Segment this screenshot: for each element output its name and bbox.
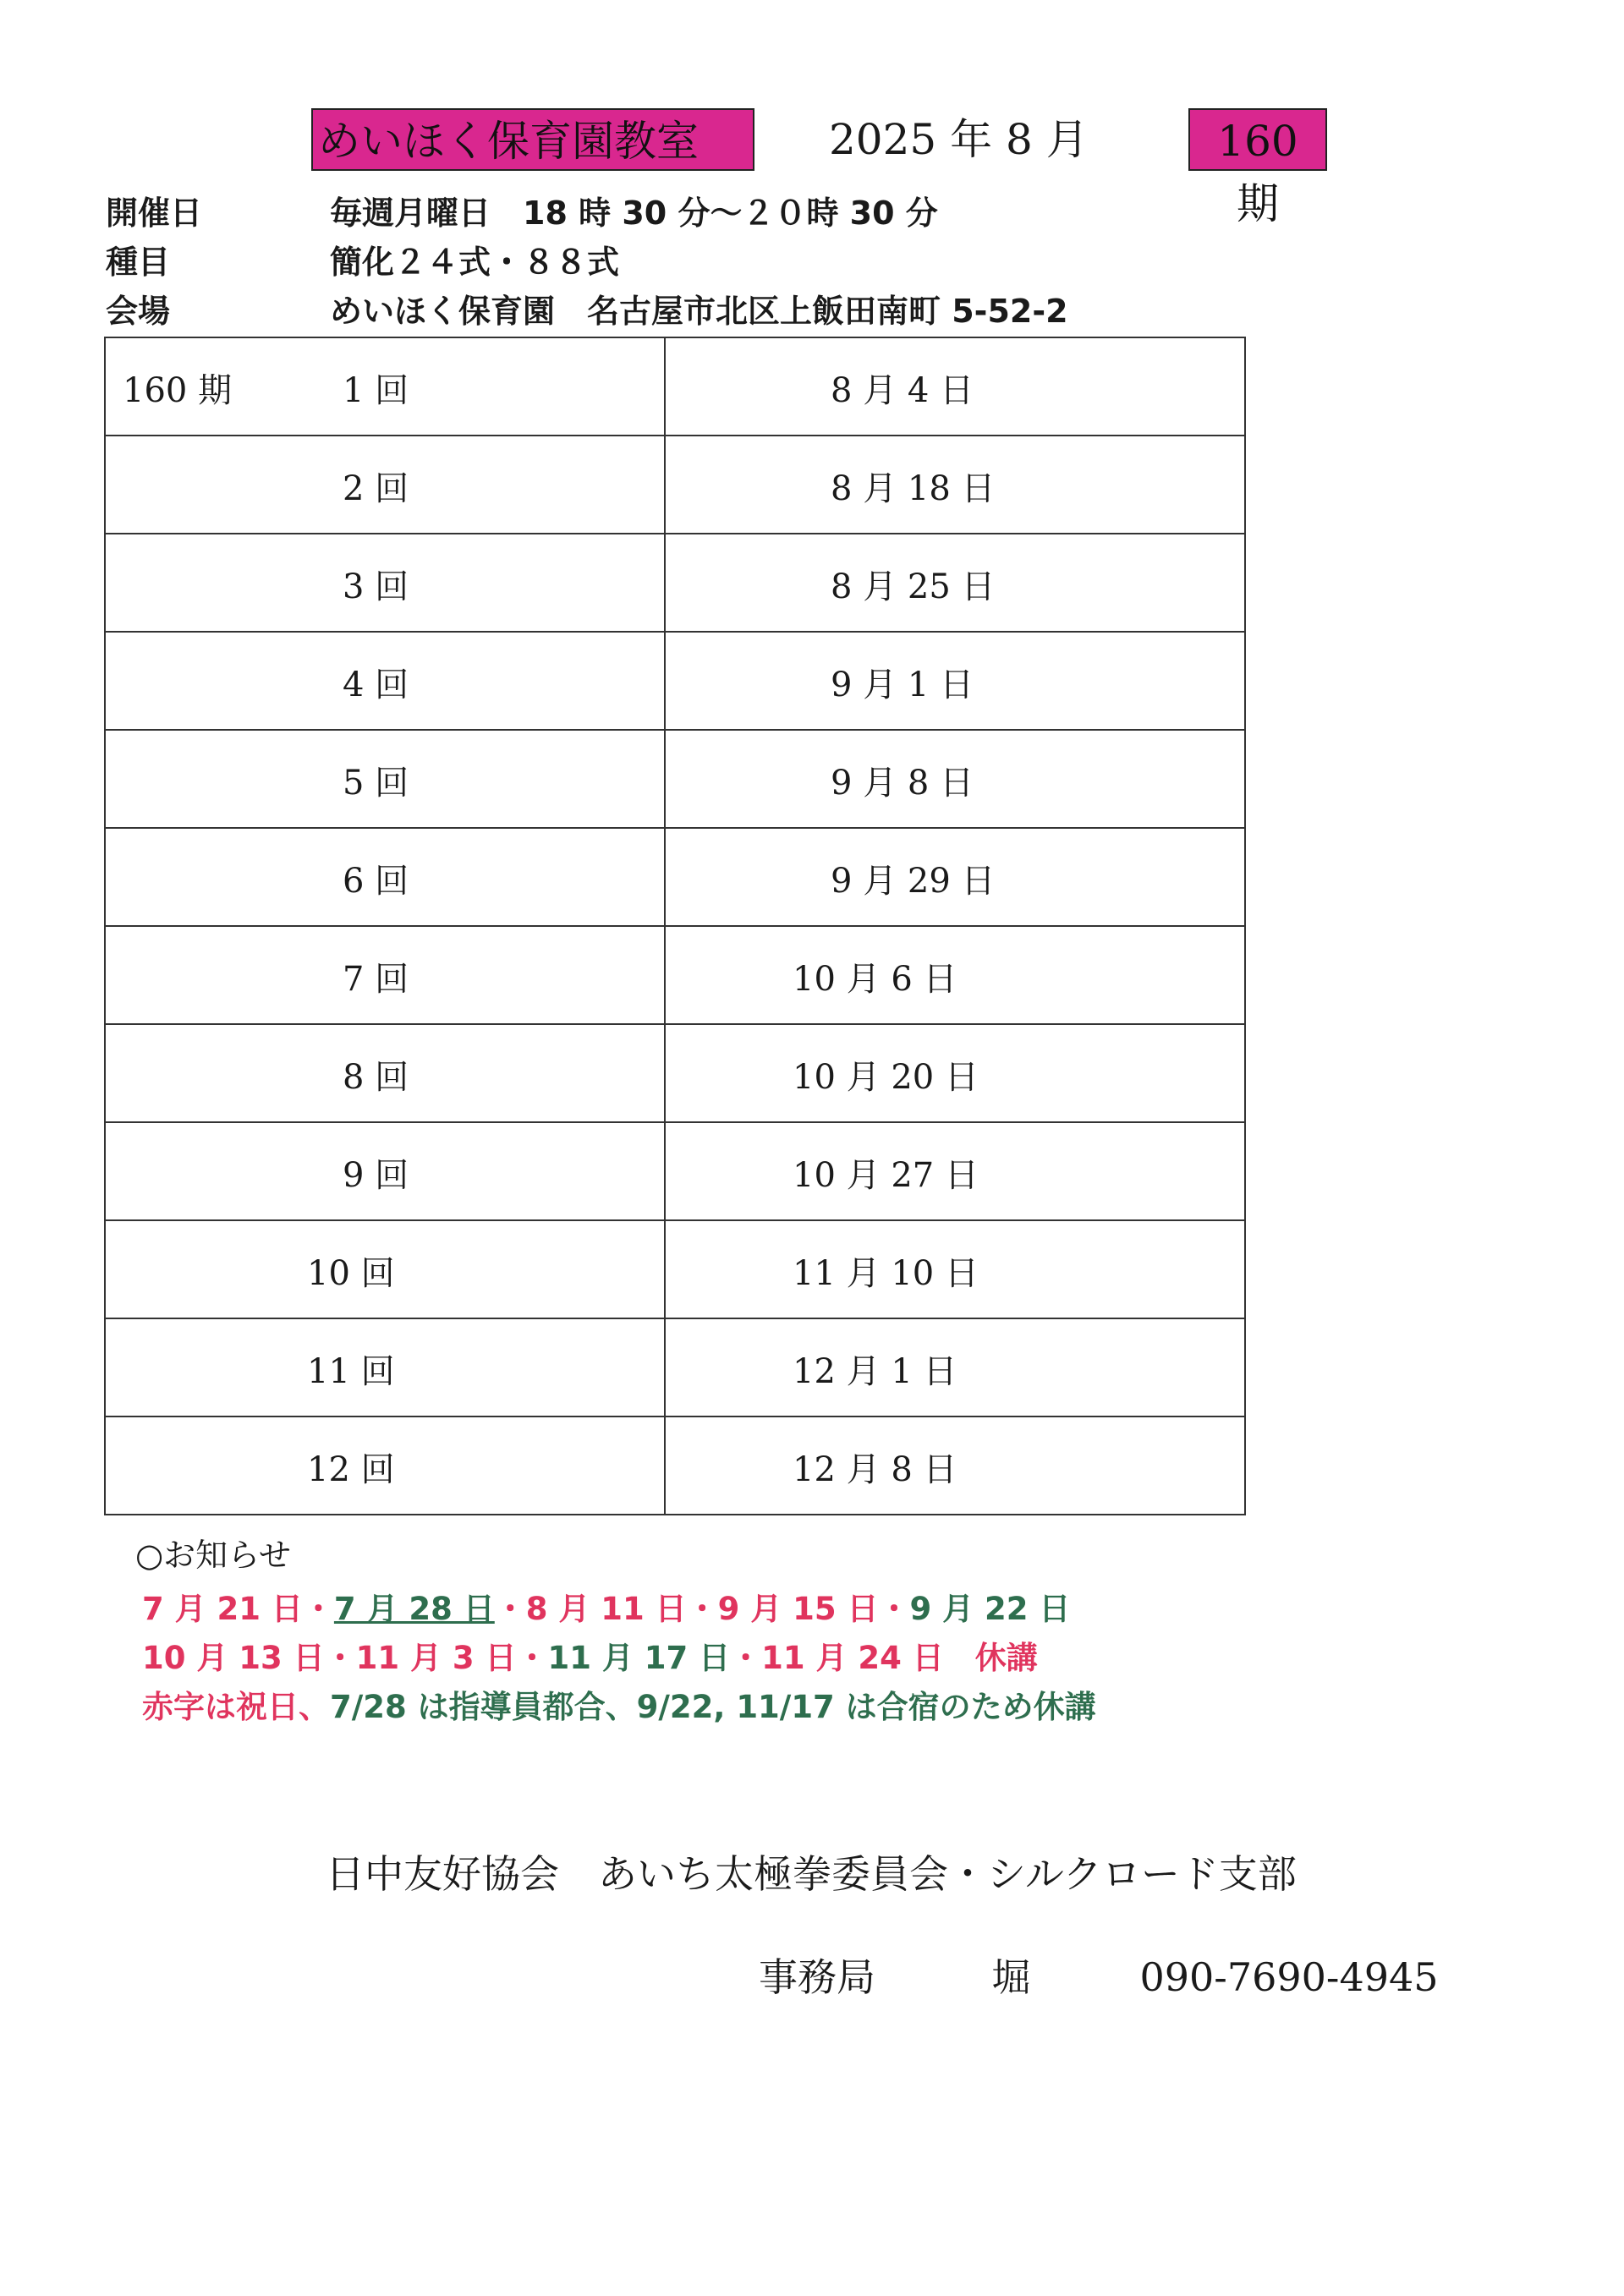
- date-cell: [665, 534, 1245, 632]
- date-cell: [665, 1318, 1245, 1417]
- count-cell: [105, 1318, 665, 1417]
- table-row: [105, 436, 1245, 534]
- day-value: 毎週月曜日 18 時 30 分～２０時 30 分: [330, 195, 938, 232]
- count-cell: [105, 730, 665, 828]
- venue-value: めいほく保育園 名古屋市北区上飯田南町 5-52-2: [330, 293, 1068, 330]
- session-count: 5 回: [343, 764, 409, 803]
- session-count: 1 回: [343, 371, 409, 410]
- session-count: 12 回: [307, 1450, 395, 1489]
- session-count: 6 回: [343, 862, 409, 901]
- count-cell: [105, 1220, 665, 1318]
- date-cell: [665, 1220, 1245, 1318]
- table-row: [105, 730, 1245, 828]
- session-count: 9 回: [343, 1156, 409, 1195]
- session-date: 9 月 8 日: [831, 764, 974, 803]
- date-cell: [665, 1417, 1245, 1515]
- count-cell: [105, 1024, 665, 1122]
- schedule-table: [104, 337, 1246, 1515]
- notice-segment: 11 月 17 日: [547, 1640, 731, 1676]
- table-row: [105, 926, 1245, 1024]
- date-cell: [665, 1024, 1245, 1122]
- notice-line-3: [142, 1681, 1096, 1727]
- notice-line-1: [142, 1583, 1070, 1629]
- notice-segment: ・8 月 11 日・9 月 15 日・: [494, 1591, 910, 1627]
- table-row: [105, 1318, 1245, 1417]
- session-date: 8 月 18 日: [831, 469, 996, 508]
- notice-segment: 7/28 は指導員都合、9/22, 11/17 は合宿のため休講: [330, 1689, 1096, 1725]
- session-date: 10 月 6 日: [793, 960, 957, 999]
- type-value: 簡化２４式・８８式: [330, 244, 620, 281]
- date-cell: [665, 632, 1245, 730]
- table-row: [105, 632, 1245, 730]
- session-count: 7 回: [343, 960, 409, 999]
- count-cell: [105, 337, 665, 436]
- session-date: 10 月 20 日: [793, 1058, 979, 1097]
- count-cell: [105, 1417, 665, 1515]
- count-cell: [105, 828, 665, 926]
- session-date: 11 月 10 日: [793, 1254, 979, 1293]
- date-cell: [665, 730, 1245, 828]
- session-count: 4 回: [343, 666, 409, 704]
- table-row: [105, 1220, 1245, 1318]
- session-date: 12 月 8 日: [793, 1450, 957, 1489]
- notice-segment: 10 月 13 日・: [142, 1640, 356, 1676]
- count-cell: [105, 632, 665, 730]
- type-label: 種目: [106, 244, 171, 281]
- term-badge: 160 期: [1188, 108, 1327, 171]
- date-cell: [665, 1122, 1245, 1220]
- date-cell: [665, 337, 1245, 436]
- session-count: 2 回: [343, 469, 409, 508]
- session-date: 10 月 27 日: [793, 1156, 979, 1195]
- class-name: めいほく保育園教室: [311, 108, 754, 171]
- date-cell: [665, 828, 1245, 926]
- notice-segment: 9 月 22 日: [909, 1591, 1071, 1627]
- notice-line-2: [142, 1632, 1038, 1678]
- venue-label: 会場: [106, 293, 171, 330]
- title-date: 2025 年 8 月: [829, 115, 1089, 164]
- session-date: 8 月 4 日: [831, 371, 974, 410]
- table-row: [105, 1024, 1245, 1122]
- organization: 日中友好協会 あいち太極拳委員会・シルクロード支部: [326, 1851, 1297, 1897]
- notice-segment: 7 月 21 日・: [142, 1591, 334, 1627]
- session-count: 8 回: [343, 1058, 409, 1097]
- session-count: 11 回: [307, 1352, 395, 1391]
- term-label: 160 期: [123, 371, 233, 410]
- notice-segment: ・11 月 24 日 休講: [730, 1640, 1038, 1676]
- table-row: [105, 1417, 1245, 1515]
- table-row: [105, 828, 1245, 926]
- session-date: 9 月 1 日: [831, 666, 974, 704]
- date-cell: [665, 926, 1245, 1024]
- table-row: [105, 534, 1245, 632]
- session-date: 12 月 1 日: [793, 1352, 957, 1391]
- day-label: 開催日: [106, 195, 203, 232]
- session-date: 8 月 25 日: [831, 567, 996, 606]
- table-row: [105, 337, 1245, 436]
- count-cell: [105, 534, 665, 632]
- date-cell: [665, 436, 1245, 534]
- count-cell: [105, 926, 665, 1024]
- count-cell: [105, 1122, 665, 1220]
- office-name: 堀: [991, 1954, 1031, 2000]
- count-cell: [105, 436, 665, 534]
- session-count: 3 回: [343, 567, 409, 606]
- phone-number: 090-7690-4945: [1139, 1954, 1439, 2000]
- notice-segment: 7 月 28 日: [333, 1591, 495, 1627]
- notice-segment: 11 月 3 日・: [355, 1640, 548, 1676]
- table-row: [105, 1122, 1245, 1220]
- session-count: 10 回: [307, 1254, 395, 1293]
- notice-heading: ○お知らせ: [135, 1537, 292, 1574]
- session-date: 9 月 29 日: [831, 862, 996, 901]
- office-contact: [759, 1947, 1439, 2003]
- notice-segment: 赤字は祝日、: [142, 1689, 330, 1725]
- office-label: 事務局: [759, 1954, 875, 2000]
